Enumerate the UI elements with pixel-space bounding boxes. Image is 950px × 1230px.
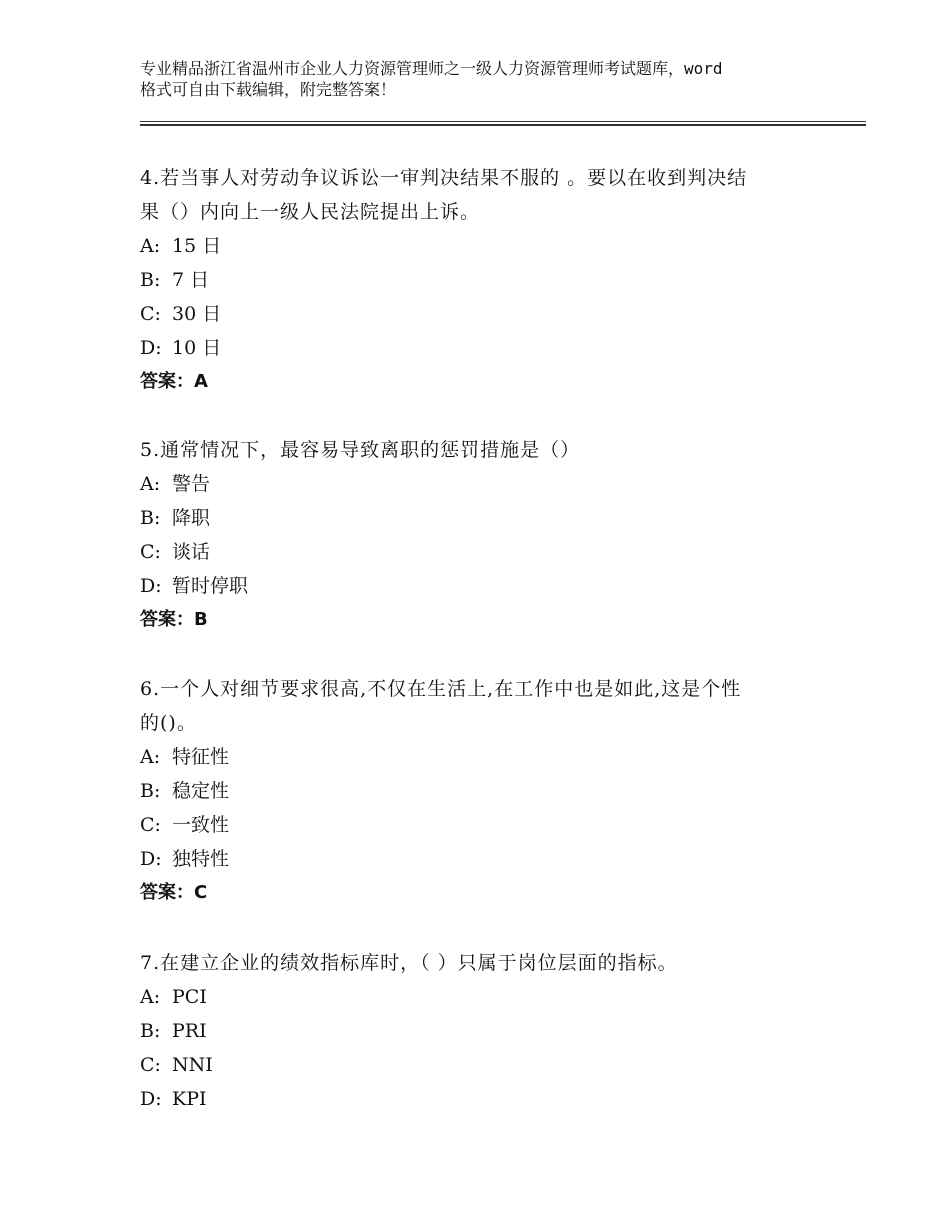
option-c: C: 谈话 <box>140 541 211 563</box>
option-d: D: 暂时停职 <box>140 575 249 597</box>
question-5 <box>140 433 840 637</box>
option-d: D: 10 日 <box>140 337 222 359</box>
option-a: A: 警告 <box>140 473 211 495</box>
option-a: A: PCI <box>140 986 207 1008</box>
option-d: D: 独特性 <box>140 848 230 870</box>
answer: 答案：C <box>140 882 208 903</box>
header-line: 格式可自由下载编辑，附完整答案！ <box>140 80 397 99</box>
option-c: C: 30 日 <box>140 303 222 325</box>
answer: 答案：B <box>140 609 208 630</box>
question-stem: 4.若当事人对劳动争议诉讼一审判决结果不服的 。要以在收到判决结 <box>140 167 748 189</box>
option-a: A: 15 日 <box>140 235 222 257</box>
question-stem: 7.在建立企业的绩效指标库时，（ ）只属于岗位层面的指标。 <box>140 952 678 974</box>
question-stem: 6.一个人对细节要求很高,不仅在生活上,在工作中也是如此,这是个性 <box>140 678 742 700</box>
document-header <box>140 58 830 100</box>
question-6 <box>140 672 840 910</box>
header-divider <box>140 124 866 126</box>
option-b: B: 稳定性 <box>140 780 230 802</box>
option-a: A: 特征性 <box>140 746 230 768</box>
header-divider <box>140 121 866 122</box>
question-7 <box>140 946 840 1116</box>
option-b: B: 7 日 <box>140 269 210 291</box>
question-4 <box>140 161 840 399</box>
question-stem: 的()。 <box>140 712 197 734</box>
question-stem: 5.通常情况下，最容易导致离职的惩罚措施是（） <box>140 439 581 461</box>
answer: 答案：A <box>140 371 208 392</box>
option-d: D: KPI <box>140 1088 207 1110</box>
question-stem: 果（）内向上一级人民法院提出上诉。 <box>140 201 481 223</box>
option-c: C: 一致性 <box>140 814 230 836</box>
option-b: B: 降职 <box>140 507 211 529</box>
option-b: B: PRI <box>140 1020 207 1042</box>
option-c: C: NNI <box>140 1054 213 1076</box>
header-line: 专业精品浙江省温州市企业人力资源管理师之一级人力资源管理师考试题库，word <box>140 59 723 78</box>
